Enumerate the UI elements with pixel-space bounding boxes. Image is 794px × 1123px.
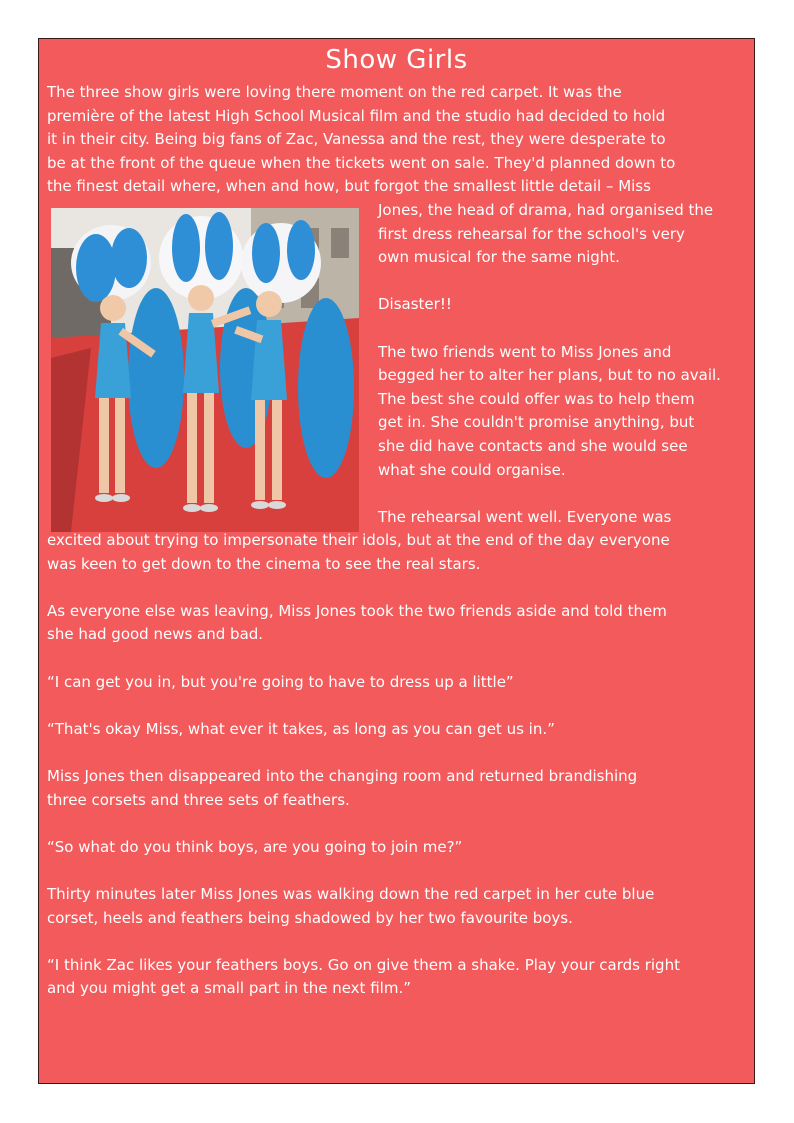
text-line <box>47 576 680 600</box>
text-line: “That's okay Miss, what ever it takes, as long as you can get us in.” <box>47 719 555 738</box>
text-line: was keen to get down to the cinema to see the real stars. <box>47 554 481 573</box>
text-line <box>47 694 680 718</box>
text-line: she did have contacts and she would see <box>378 436 688 455</box>
page-title: Show Girls <box>325 45 468 75</box>
text-line <box>378 482 721 506</box>
text-line <box>378 270 721 294</box>
text-line: The best she could offer was to help them <box>378 389 695 408</box>
text-line: first dress rehearsal for the school's very <box>378 224 685 243</box>
text-line: “So what do you think boys, are you going to join me?” <box>47 837 463 856</box>
text-line: The two friends went to Miss Jones and <box>378 342 672 361</box>
body-paragraph <box>47 529 680 1001</box>
text-line: begged her to alter her plans, but to no avail. <box>378 366 721 385</box>
text-line: it in their city. Being big fans of Zac, Vanessa and the rest, they were desperate to <box>47 130 666 149</box>
text-line: As everyone else was leaving, Miss Jones took the two friends aside and told them <box>47 601 667 620</box>
text-line: corset, heels and feathers being shadowed by her two favourite boys. <box>47 908 573 927</box>
text-line: Jones, the head of drama, had organised the <box>378 201 714 219</box>
text-line <box>47 930 680 954</box>
text-line: the finest detail where, when and how, but forgot the smallest little detail – Miss <box>47 177 651 196</box>
text-line <box>47 647 680 671</box>
photo-showgirls-icon <box>51 208 359 532</box>
text-line: Miss Jones then disappeared into the changing room and returned brandishing <box>47 766 638 785</box>
text-line: and you might get a small part in the next film.” <box>47 979 411 998</box>
story-page <box>38 38 755 1084</box>
text-line <box>378 317 721 341</box>
text-line <box>47 741 680 765</box>
text-line: première of the latest High School Musical film and the studio had decided to hold <box>47 106 666 125</box>
text-line <box>47 859 680 883</box>
text-line: Disaster!! <box>378 295 452 314</box>
text-line: she had good news and bad. <box>47 625 264 644</box>
text-line: be at the front of the queue when the tickets went on sale. They'd planned down to <box>47 153 676 172</box>
text-line: The three show girls were loving there moment on the red carpet. It was the <box>47 83 622 101</box>
text-line <box>47 812 680 836</box>
text-line: “I think Zac likes your feathers boys. Go on give them a shake. Play your cards right <box>47 955 680 974</box>
side-paragraph <box>378 199 721 529</box>
text-line: The rehearsal went well. Everyone was <box>378 507 672 526</box>
text-line: get in. She couldn't promise anything, but <box>378 413 695 432</box>
text-line: three corsets and three sets of feathers. <box>47 790 350 809</box>
text-line: what she could organise. <box>378 460 566 479</box>
text-line: own musical for the same night. <box>378 248 620 267</box>
text-line: “I can get you in, but you're going to have to dress up a little” <box>47 672 514 691</box>
text-line: Thirty minutes later Miss Jones was walking down the red carpet in her cute blue <box>47 884 655 903</box>
text-line: excited about trying to impersonate their idols, but at the end of the day everyone <box>47 531 670 549</box>
intro-paragraph <box>47 81 675 199</box>
